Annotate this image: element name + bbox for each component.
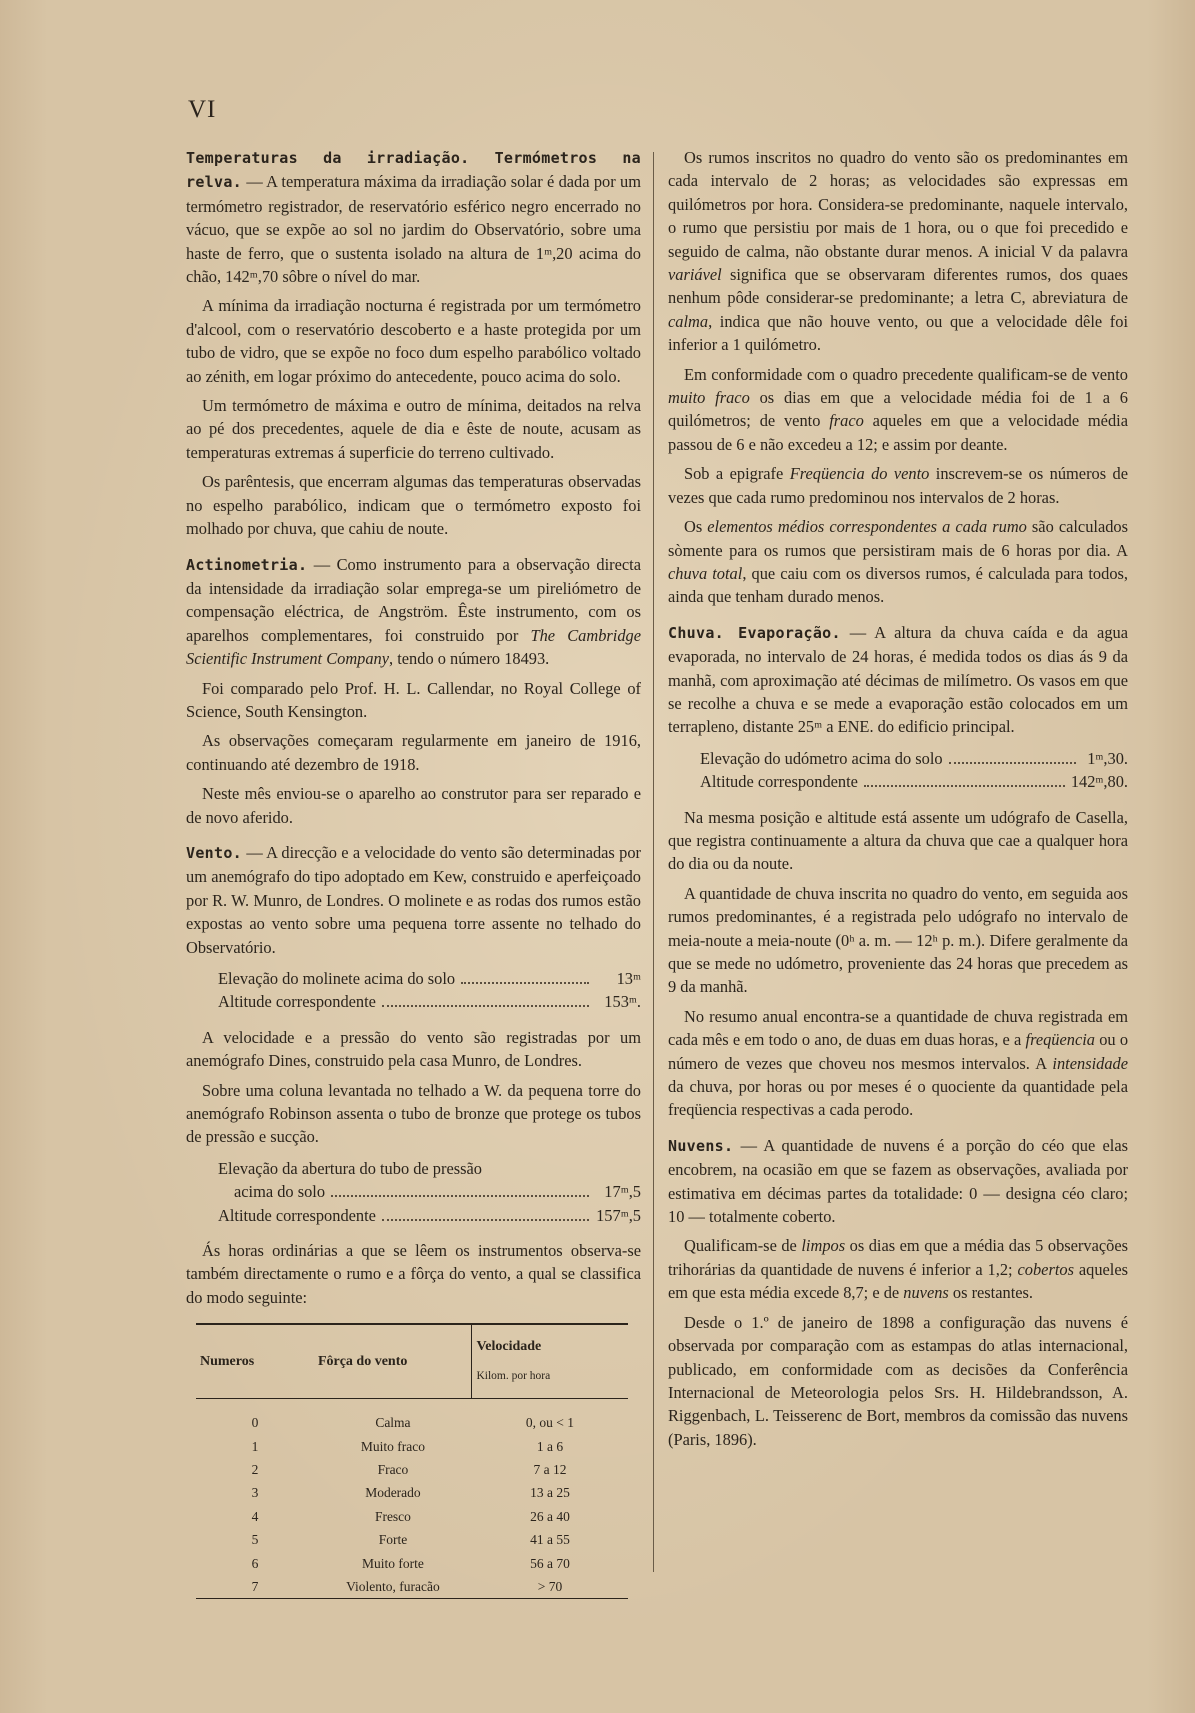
table-row: 7 Violento, furacão > 70 bbox=[196, 1575, 628, 1599]
table-row: 4 Fresco 26 a 40 bbox=[251, 1508, 570, 1524]
wind-paragraph-1: Vento. — A direcção e a velocidade do vento são determinadas por um anemógrafo do tipo adoptado em Kew, construido e aperfeiçoado por R. W. Munro, de Londres. O molinete e as rodas dos rumos estão expostas ao vento sobre uma pequena torre assente no telhado do Observatório. bbox=[186, 842, 641, 957]
wind-paragraph-4: Ás horas ordinárias a que se lêem os instrumentos observa-se também directamente o rumo e a fôrça do vento, a qual se classifica do modo seguinte: bbox=[186, 1241, 641, 1307]
right-column bbox=[668, 146, 1128, 1457]
actinometry-paragraph-1: Actinometria. — Como instrumento para a observação directa da intensidade da irradiação solar emprega-se um pireliómetro de compensação eléctrica, de Angström. Êste instrumento, com os aparelhos complementares, foi construido por The Cambridge Scientific Instrument Company, tendo o número 18493. bbox=[186, 554, 641, 669]
clouds-paragraph-3: Desde o 1.º de janeiro de 1898 a configuração das nuvens é observada por comparação com as estampas do atlas internacional, publicado, em conformidade com as decisões da Conferência Internacional de Meteorologia pelos Srs. H. Hildebrandsson, A. Riggenbach, L. Teisserenc de Bort, membros da comissão das nuvens (Paris, 1896). bbox=[668, 1312, 1128, 1449]
table-header-forca: Fôrça do vento bbox=[314, 1324, 472, 1398]
rumos-paragraph-4: Os elementos médios correspondentes a cada rumo são calculados sòmente para os rumos que persistiram mais de 6 horas por dia. A chuva total, que caiu com os diversos rumos, é calculada para todos, ainda que tenham durado menos. bbox=[668, 517, 1128, 607]
wind-elevation-list bbox=[186, 967, 641, 1014]
leader-line-label: Elevação da abertura do tubo de pressão bbox=[218, 1158, 482, 1178]
page-number: VI bbox=[188, 96, 217, 123]
rain-paragraph-1: Chuva. Evaporação. — A altura da chuva caída e da agua evaporada, no intervalo de 24 horas, é medida todos os dias ás 9 da manhã, com aproximação até décimas de milímetro. Os vasos em que se recolhe a chuva e se mede a evaporação estão colocados em um terrapleno, distante 25ᵐ a ENE. do edificio principal. bbox=[668, 622, 1128, 737]
table-row: 5 Forte 41 a 55 bbox=[251, 1532, 570, 1548]
wind-force-table bbox=[196, 1323, 628, 1599]
table-row: 6 Muito forte 56 a 70 bbox=[251, 1555, 570, 1571]
leader-line: Altitude correspondente 157ᵐ,5 bbox=[218, 1205, 641, 1225]
leader-line: Elevação do udómetro acima do solo 1ᵐ,30. bbox=[700, 748, 1128, 768]
rumos-paragraph-3: Sob a epigrafe Freqüencia do vento inscrevem-se os números de vezes que cada rumo predominou nos intervalos de 2 horas. bbox=[668, 464, 1128, 507]
wind-paragraph-2: A velocidade e a pressão do vento são registradas por um anemógrafo Dines, construido pela casa Munro, de Londres. bbox=[186, 1027, 641, 1071]
actinometry-paragraph-4: Neste mês enviou-se o aparelho ao construtor para ser reparado e de novo aferido. bbox=[186, 784, 641, 827]
actinometry-paragraph-3: As observações começaram regularmente em janeiro de 1916, continuando até dezembro de 1918. bbox=[186, 731, 641, 774]
company-name: The Cambridge Scientific Instrument Company bbox=[186, 625, 641, 669]
rain-heading: Chuva. Evaporação. bbox=[668, 623, 841, 642]
left-column bbox=[186, 146, 641, 1599]
rain-paragraph-2: Na mesma posição e altitude está assente um udógrafo de Casella, que registra continuamente a altura da chuva que cae a qualquer hora do dia ou da noute. bbox=[668, 807, 1128, 874]
clouds-paragraph-2: Qualificam-se de limpos os dias em que a média das 5 observações trihorárias da quantidade de nuvens é inferior a 1,2; cobertos aqueles em que esta média excede 8,7; e de nuvens os restantes. bbox=[668, 1236, 1129, 1303]
leader-line: Elevação do molinete acima do solo 13ᵐ bbox=[218, 969, 641, 988]
irradiation-paragraph-3: Um termómetro de máxima e outro de mínima, deitados na relva ao pé dos precedentes, aquele de dia e êste de noute, acusam as temperaturas extremas á superficie do terreno cultivado. bbox=[186, 396, 641, 462]
clouds-paragraph-1: Nuvens. — A quantidade de nuvens é a porção do céo que elas encobrem, na ocasião em que se fazem as observações, avaliada por estimativa em décimas partes da totalidade: 0 — designa céo claro; 10 — totalmente coberto. bbox=[668, 1135, 1128, 1227]
table-row: 2 Fraco 7 a 12 bbox=[251, 1461, 567, 1477]
rumos-paragraph-2: Em conformidade com o quadro precedente qualificam-se de vento muito fraco os dias em que a velocidade média foi de 1 a 6 quilómetros; de vento fraco aqueles em que a velocidade média passou de 6 e não excedeu a 12; e assim por deante. bbox=[668, 364, 1128, 454]
table-row: 3 Moderado 13 a 25 bbox=[251, 1485, 570, 1501]
irradiation-paragraph-1: Temperaturas da irradiação. Termómetros na relva. — A temperatura máxima da irradiação solar é dada por um termómetro registrador, de reservatório esférico negro encerrado no vácuo, que se expõe ao sol no jardim do Observatório, sobre uma haste de ferro, que o sustenta isolado na altura de 1ᵐ,20 acima do chão, 142ᵐ,70 sôbre o nível do mar. bbox=[186, 149, 641, 287]
irradiation-heading: Temperaturas da irradiação. Termómetros na relva. bbox=[186, 149, 641, 192]
rumos-paragraph-1: Os rumos inscritos no quadro do vento são os predominantes em cada intervalo de 2 horas; as velocidades são expressas em quilómetros por hora. Considera-se predominante, naquele intervalo, o rumo que persistiu por mais de 1 hora, ou o que foi precedido e seguido de calma, não obstante durar menos. A inicial V da palavra variável significa que se observaram diferentes rumos, dos quaes nenhum pôde considerar-se predominante; a letra C, abreviatura de calma, indica que não houve vento, ou que a velocidade dêle foi inferior a 1 quilómetro. bbox=[668, 148, 1128, 355]
wind-paragraph-3: Sobre uma coluna levantada no telhado a W. da pequena torre do anemógrafo Robinson assenta o tubo de bronze que protege os tubos de pressão e sucção. bbox=[186, 1080, 641, 1147]
leader-line: Altitude correspondente 142ᵐ,80. bbox=[700, 772, 1128, 792]
rain-paragraph-3: A quantidade de chuva inscrita no quadro do vento, em seguida aos rumos predominantes, é a registrada pelo udógrafo no intervalo de meia-noute a meia-noute (0ʰ a. m. — 12ʰ p. m.). Difere geralmente da que se mede no udómetro, proveniente das 24 horas que precedem as 9 da manhã. bbox=[668, 883, 1128, 997]
leader-line: Altitude correspondente 153ᵐ. bbox=[218, 992, 641, 1012]
rain-paragraph-4: No resumo anual encontra-se a quantidade de chuva registrada em cada mês e em todo o ano, de duas em duas horas, e a freqüencia ou o número de vezes que choveu nos mesmos intervalos. A intensidade da chuva, por horas ou por meses é o quociente da quantidade pela freqüencia respectivas a cada perodo. bbox=[668, 1006, 1129, 1120]
actinometry-heading: Actinometria. bbox=[186, 555, 308, 574]
rain-gauge-list bbox=[668, 747, 1128, 794]
pressure-tube-list bbox=[186, 1157, 641, 1227]
clouds-heading: Nuvens. bbox=[668, 1136, 734, 1155]
column-divider bbox=[653, 152, 654, 1572]
irradiation-paragraph-4: Os parêntesis, que encerram algumas das temperaturas observadas no espelho parabólico, indicam que o termómetro exposto foi molhado por chuva, que cahiu de noute. bbox=[186, 472, 641, 539]
table-header-numeros: Numeros bbox=[196, 1324, 314, 1398]
leader-line: acima do solo 17ᵐ,5 bbox=[234, 1182, 641, 1202]
table-header-velocidade: Velocidade Kilom. por hora bbox=[472, 1324, 628, 1398]
irradiation-paragraph-2: A mínima da irradiação nocturna é registrada por um termómetro d'alcool, com o reservatório descoberto e a haste protegida por um tubo de vidro, que se expõe no foco dum espelho parabólico voltado ao zénith, em logar próximo do antecedente, pouco acima do solo. bbox=[186, 296, 641, 386]
table-row: 1 Muito fraco 1 a 6 bbox=[251, 1438, 564, 1454]
actinometry-paragraph-2: Foi comparado pelo Prof. H. L. Callendar, no Royal College of Science, South Kensington. bbox=[186, 678, 641, 721]
wind-heading: Vento. bbox=[186, 843, 242, 862]
table-row: 0 Calma 0, ou < 1 bbox=[251, 1415, 575, 1431]
